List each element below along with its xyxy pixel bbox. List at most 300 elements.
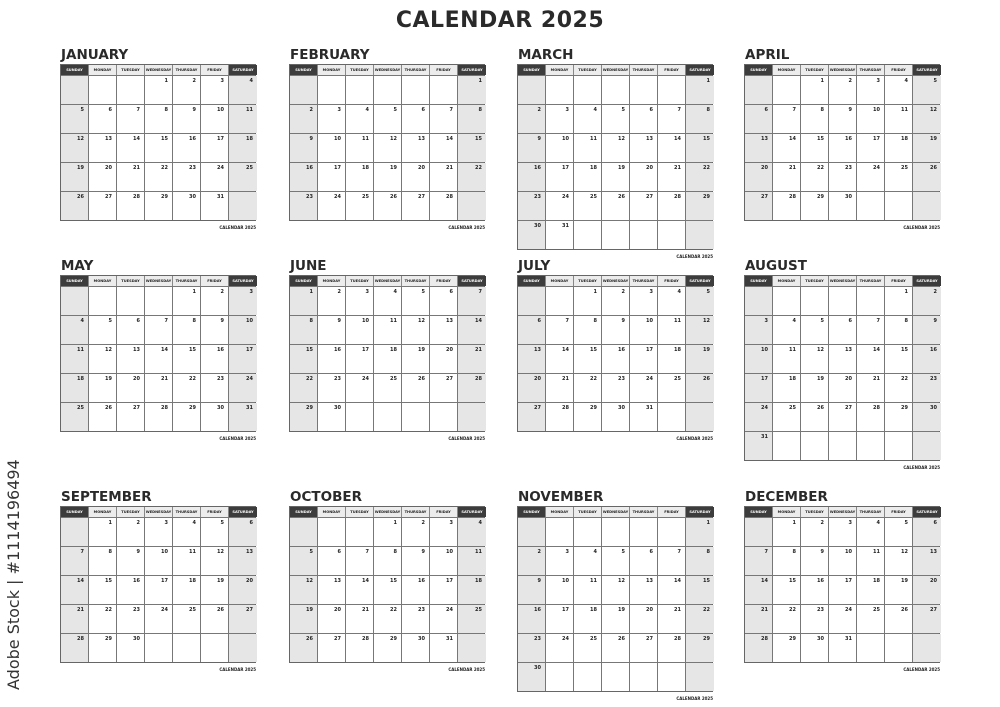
day-number: 17 <box>362 347 369 353</box>
day-number: 30 <box>334 405 341 411</box>
weekday-header: WEDNESDAY <box>374 276 402 286</box>
day-number: 5 <box>933 78 937 84</box>
day-cell <box>201 518 229 546</box>
week-row <box>61 162 255 191</box>
day-cell <box>885 374 913 402</box>
day-cell <box>458 576 486 604</box>
day-number: 20 <box>845 376 852 382</box>
day-number: 28 <box>446 194 453 200</box>
day-cell <box>574 316 602 344</box>
weekday-header: SATURDAY <box>458 65 486 75</box>
weekday-header: SUNDAY <box>61 276 89 286</box>
day-number: 20 <box>418 165 425 171</box>
day-cell <box>458 192 486 220</box>
weekday-header: SUNDAY <box>745 276 773 286</box>
day-number: 25 <box>475 607 482 613</box>
day-cell <box>658 403 686 431</box>
day-cell <box>402 105 430 133</box>
day-cell <box>574 663 602 691</box>
weekday-header: SATURDAY <box>229 507 257 517</box>
day-cell <box>201 287 229 315</box>
day-number: 22 <box>306 376 313 382</box>
day-number: 21 <box>789 165 796 171</box>
day-number: 23 <box>930 376 937 382</box>
week-row <box>290 286 484 315</box>
day-cell <box>574 192 602 220</box>
day-number: 30 <box>418 636 425 642</box>
day-number: 2 <box>820 520 824 526</box>
day-cell <box>201 576 229 604</box>
day-number: 7 <box>478 289 482 295</box>
month-footer: CALENDAR 2025 <box>219 225 256 230</box>
day-cell <box>801 547 829 575</box>
day-number: 27 <box>133 405 140 411</box>
week-row <box>61 315 255 344</box>
day-number: 29 <box>306 405 313 411</box>
day-number: 30 <box>534 665 541 671</box>
day-number: 10 <box>646 318 653 324</box>
day-cell <box>89 576 117 604</box>
month-september <box>60 488 256 672</box>
day-cell <box>117 634 145 662</box>
day-cell <box>630 576 658 604</box>
weekday-header-row <box>518 276 712 286</box>
weekday-header: THURSDAY <box>857 65 885 75</box>
day-cell <box>913 316 941 344</box>
week-row <box>745 286 939 315</box>
weekday-header: TUESDAY <box>346 65 374 75</box>
day-cell <box>290 105 318 133</box>
day-cell <box>630 163 658 191</box>
day-cell <box>229 287 257 315</box>
weekday-header: SUNDAY <box>745 65 773 75</box>
day-cell <box>374 76 402 104</box>
week-row <box>61 575 255 604</box>
stock-watermark: Adobe Stock | #1114196494 <box>4 459 23 690</box>
day-cell <box>173 547 201 575</box>
day-number: 26 <box>105 405 112 411</box>
day-cell <box>686 518 714 546</box>
month-name: JULY <box>518 258 551 274</box>
day-number: 28 <box>789 194 796 200</box>
week-row <box>518 162 712 191</box>
day-cell <box>201 316 229 344</box>
day-cell <box>857 163 885 191</box>
day-cell <box>686 345 714 373</box>
day-cell <box>458 634 486 662</box>
month-grid <box>289 64 485 221</box>
day-cell <box>201 374 229 402</box>
day-number: 29 <box>105 636 112 642</box>
day-number: 27 <box>534 405 541 411</box>
day-cell <box>61 374 89 402</box>
day-number: 5 <box>820 318 824 324</box>
day-number: 1 <box>820 78 824 84</box>
day-number: 20 <box>446 347 453 353</box>
day-number: 11 <box>475 549 482 555</box>
day-number: 2 <box>309 107 313 113</box>
day-number: 10 <box>334 136 341 142</box>
day-cell <box>829 605 857 633</box>
day-cell <box>173 605 201 633</box>
weekday-header: THURSDAY <box>857 276 885 286</box>
week-row <box>518 133 712 162</box>
month-grid <box>289 275 485 432</box>
week-row <box>61 517 255 546</box>
day-cell <box>402 134 430 162</box>
day-cell <box>686 163 714 191</box>
day-number: 17 <box>562 607 569 613</box>
day-cell <box>829 134 857 162</box>
day-number: 3 <box>220 78 224 84</box>
day-number: 15 <box>703 578 710 584</box>
day-cell <box>630 634 658 662</box>
day-cell <box>829 76 857 104</box>
month-june <box>289 257 485 441</box>
weekday-header: FRIDAY <box>658 65 686 75</box>
day-number: 14 <box>362 578 369 584</box>
day-number: 13 <box>246 549 253 555</box>
day-number: 5 <box>621 107 625 113</box>
day-number: 11 <box>674 318 681 324</box>
weekday-header-row <box>745 65 939 75</box>
day-number: 23 <box>306 194 313 200</box>
day-number: 21 <box>562 376 569 382</box>
day-cell <box>773 634 801 662</box>
weekday-header: THURSDAY <box>173 65 201 75</box>
day-cell <box>913 605 941 633</box>
day-cell <box>173 345 201 373</box>
weekday-header: THURSDAY <box>402 276 430 286</box>
week-row <box>290 402 484 431</box>
day-number: 27 <box>105 194 112 200</box>
weekday-header: SATURDAY <box>913 507 941 517</box>
day-number: 19 <box>901 578 908 584</box>
day-cell <box>602 374 630 402</box>
weekday-header: THURSDAY <box>173 507 201 517</box>
day-cell <box>402 287 430 315</box>
day-number: 1 <box>593 289 597 295</box>
day-number: 26 <box>618 636 625 642</box>
day-number: 26 <box>930 165 937 171</box>
day-number: 3 <box>848 520 852 526</box>
day-number: 24 <box>161 607 168 613</box>
day-number: 28 <box>475 376 482 382</box>
day-number: 13 <box>446 318 453 324</box>
day-cell <box>773 192 801 220</box>
day-number: 7 <box>876 318 880 324</box>
day-cell <box>458 163 486 191</box>
day-cell <box>574 374 602 402</box>
day-cell <box>145 192 173 220</box>
day-number: 14 <box>133 136 140 142</box>
day-cell <box>885 605 913 633</box>
day-number: 29 <box>817 194 824 200</box>
day-cell <box>346 403 374 431</box>
day-cell <box>829 518 857 546</box>
day-number: 16 <box>534 607 541 613</box>
day-number: 13 <box>133 347 140 353</box>
day-cell <box>801 576 829 604</box>
day-cell <box>117 105 145 133</box>
day-number: 17 <box>334 165 341 171</box>
day-number: 21 <box>77 607 84 613</box>
day-cell <box>374 163 402 191</box>
day-cell <box>857 345 885 373</box>
day-cell <box>117 518 145 546</box>
day-number: 2 <box>621 289 625 295</box>
day-number: 23 <box>418 607 425 613</box>
day-number: 7 <box>449 107 453 113</box>
day-cell <box>229 163 257 191</box>
day-cell <box>602 287 630 315</box>
day-number: 26 <box>703 376 710 382</box>
day-cell <box>374 316 402 344</box>
day-cell <box>745 518 773 546</box>
day-cell <box>318 76 346 104</box>
day-number: 28 <box>761 636 768 642</box>
day-number: 17 <box>761 376 768 382</box>
month-footer: CALENDAR 2025 <box>903 465 940 470</box>
day-cell <box>374 345 402 373</box>
day-cell <box>630 316 658 344</box>
day-cell <box>346 163 374 191</box>
day-number: 12 <box>901 549 908 555</box>
day-number: 6 <box>933 520 937 526</box>
month-grid <box>60 506 256 663</box>
day-cell <box>745 547 773 575</box>
day-cell <box>402 547 430 575</box>
day-cell <box>801 518 829 546</box>
day-cell <box>829 374 857 402</box>
day-cell <box>518 134 546 162</box>
day-number: 18 <box>590 607 597 613</box>
day-cell <box>229 76 257 104</box>
day-cell <box>829 432 857 460</box>
day-number: 16 <box>534 165 541 171</box>
day-cell <box>290 605 318 633</box>
weekday-header: WEDNESDAY <box>602 276 630 286</box>
week-row <box>745 162 939 191</box>
day-cell <box>145 105 173 133</box>
day-cell <box>829 576 857 604</box>
day-cell <box>745 163 773 191</box>
day-number: 25 <box>189 607 196 613</box>
day-number: 3 <box>164 520 168 526</box>
weekday-header: MONDAY <box>318 507 346 517</box>
day-number: 6 <box>136 318 140 324</box>
day-cell <box>686 76 714 104</box>
day-cell <box>89 403 117 431</box>
day-cell <box>602 605 630 633</box>
day-cell <box>745 76 773 104</box>
day-cell <box>658 134 686 162</box>
day-number: 8 <box>706 549 710 555</box>
day-cell <box>885 403 913 431</box>
day-number: 11 <box>590 136 597 142</box>
weekday-header-row <box>290 276 484 286</box>
day-cell <box>546 221 574 249</box>
day-number: 7 <box>164 318 168 324</box>
week-row <box>745 191 939 220</box>
day-cell <box>374 547 402 575</box>
day-cell <box>117 403 145 431</box>
day-cell <box>857 134 885 162</box>
day-number: 2 <box>337 289 341 295</box>
day-number: 23 <box>133 607 140 613</box>
day-cell <box>801 432 829 460</box>
week-row <box>745 104 939 133</box>
day-number: 21 <box>761 607 768 613</box>
day-number: 4 <box>876 520 880 526</box>
week-row <box>518 546 712 575</box>
day-cell <box>173 105 201 133</box>
day-number: 8 <box>792 549 796 555</box>
day-number: 9 <box>136 549 140 555</box>
day-number: 16 <box>334 347 341 353</box>
week-row <box>290 191 484 220</box>
day-number: 24 <box>845 607 852 613</box>
day-cell <box>745 287 773 315</box>
day-number: 18 <box>789 376 796 382</box>
day-cell <box>885 163 913 191</box>
day-cell <box>885 634 913 662</box>
day-cell <box>658 663 686 691</box>
day-number: 10 <box>217 107 224 113</box>
day-number: 28 <box>674 636 681 642</box>
month-name: FEBRUARY <box>290 47 370 63</box>
weekday-header: TUESDAY <box>801 65 829 75</box>
month-footer: CALENDAR 2025 <box>903 225 940 230</box>
day-cell <box>602 634 630 662</box>
day-cell <box>89 605 117 633</box>
day-cell <box>61 192 89 220</box>
day-cell <box>346 345 374 373</box>
day-number: 10 <box>761 347 768 353</box>
day-number: 5 <box>108 318 112 324</box>
day-cell <box>402 518 430 546</box>
day-cell <box>117 605 145 633</box>
day-number: 16 <box>217 347 224 353</box>
day-cell <box>346 518 374 546</box>
day-cell <box>145 374 173 402</box>
day-cell <box>913 374 941 402</box>
day-number: 20 <box>761 165 768 171</box>
weekday-header: MONDAY <box>773 276 801 286</box>
day-number: 24 <box>246 376 253 382</box>
day-cell <box>686 634 714 662</box>
day-cell <box>61 76 89 104</box>
weekday-header: TUESDAY <box>801 507 829 517</box>
day-number: 11 <box>246 107 253 113</box>
day-cell <box>857 576 885 604</box>
day-number: 16 <box>306 165 313 171</box>
day-cell <box>402 605 430 633</box>
day-cell <box>117 163 145 191</box>
day-cell <box>574 403 602 431</box>
day-cell <box>602 163 630 191</box>
weekday-header-row <box>61 507 255 517</box>
day-cell <box>686 192 714 220</box>
day-number: 24 <box>562 636 569 642</box>
weekday-header: TUESDAY <box>574 65 602 75</box>
day-cell <box>201 605 229 633</box>
day-number: 19 <box>618 607 625 613</box>
day-cell <box>229 605 257 633</box>
day-number: 2 <box>537 107 541 113</box>
day-number: 5 <box>706 289 710 295</box>
day-cell <box>546 76 574 104</box>
day-cell <box>402 345 430 373</box>
day-number: 13 <box>845 347 852 353</box>
day-number: 18 <box>590 165 597 171</box>
week-row <box>290 75 484 104</box>
day-number: 16 <box>817 578 824 584</box>
day-number: 17 <box>446 578 453 584</box>
day-number: 27 <box>446 376 453 382</box>
week-row <box>61 104 255 133</box>
day-number: 25 <box>674 376 681 382</box>
month-footer: CALENDAR 2025 <box>448 667 485 672</box>
page-title: CALENDAR 2025 <box>395 8 605 33</box>
day-number: 7 <box>565 318 569 324</box>
day-cell <box>430 287 458 315</box>
day-cell <box>318 403 346 431</box>
day-number: 8 <box>164 107 168 113</box>
weekday-header: TUESDAY <box>117 65 145 75</box>
day-cell <box>374 634 402 662</box>
day-number: 22 <box>703 165 710 171</box>
week-row <box>290 133 484 162</box>
day-cell <box>290 345 318 373</box>
day-cell <box>318 134 346 162</box>
day-cell <box>61 605 89 633</box>
day-cell <box>658 192 686 220</box>
day-cell <box>518 105 546 133</box>
month-name: JANUARY <box>61 47 129 63</box>
day-number: 21 <box>674 165 681 171</box>
weekday-header: SUNDAY <box>61 65 89 75</box>
day-cell <box>318 576 346 604</box>
day-cell <box>290 547 318 575</box>
day-number: 9 <box>537 578 541 584</box>
weekday-header: FRIDAY <box>201 507 229 517</box>
day-number: 12 <box>817 347 824 353</box>
day-cell <box>145 287 173 315</box>
day-cell <box>801 105 829 133</box>
day-number: 5 <box>904 520 908 526</box>
month-footer: CALENDAR 2025 <box>448 225 485 230</box>
day-number: 4 <box>80 318 84 324</box>
day-cell <box>913 105 941 133</box>
day-cell <box>913 547 941 575</box>
day-cell <box>402 192 430 220</box>
day-cell <box>602 105 630 133</box>
day-number: 22 <box>189 376 196 382</box>
day-cell <box>318 518 346 546</box>
day-cell <box>229 134 257 162</box>
day-number: 15 <box>817 136 824 142</box>
day-cell <box>117 134 145 162</box>
day-cell <box>117 287 145 315</box>
day-number: 19 <box>105 376 112 382</box>
day-number: 12 <box>930 107 937 113</box>
day-number: 19 <box>390 165 397 171</box>
day-number: 24 <box>873 165 880 171</box>
day-number: 2 <box>848 78 852 84</box>
day-number: 1 <box>478 78 482 84</box>
weekday-header: THURSDAY <box>402 507 430 517</box>
